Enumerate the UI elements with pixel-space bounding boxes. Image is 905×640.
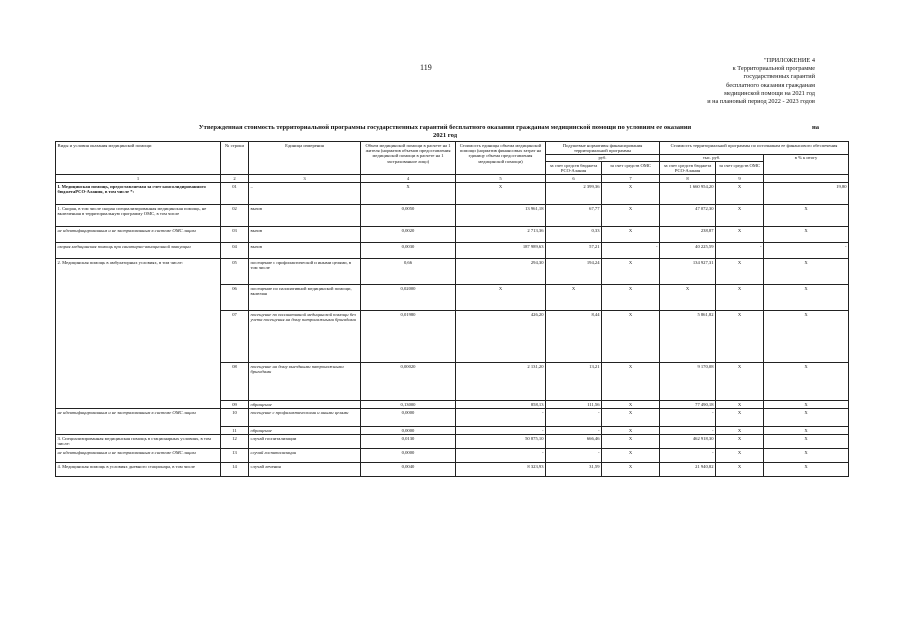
row-volume: 0,0000 (361, 449, 456, 463)
row-sum-oms: X (716, 311, 764, 363)
column-number (764, 175, 849, 183)
table-row (56, 449, 849, 463)
row-per-capita-budget: 13,21 (546, 363, 602, 401)
row-per-capita-budget: 31,59 (546, 463, 602, 477)
row-cost: 858,13 (456, 401, 546, 409)
row-per-capita-oms: X (602, 311, 660, 363)
table-row (56, 259, 849, 285)
row-percent: 19,80 (764, 183, 849, 205)
row-per-capita-oms: X (602, 427, 660, 435)
row-cost: 8 323,93 (456, 463, 546, 477)
row-volume: 0,0040 (361, 463, 456, 477)
row-cost: 426,20 (456, 311, 546, 363)
row-line: 14 (221, 463, 249, 477)
column-number: 8 (660, 175, 716, 183)
row-per-capita-oms: X (602, 285, 660, 311)
row-volume: 0,0130 (361, 435, 456, 449)
row-per-capita-budget: 8,44 (546, 311, 602, 363)
row-per-capita-oms: X (602, 401, 660, 409)
row-unit: – (249, 183, 361, 205)
column-number: 1 (56, 175, 221, 183)
row-per-capita-oms: - (602, 243, 660, 259)
row-per-capita-budget: 111,56 (546, 401, 602, 409)
row-sum-oms: X (716, 205, 764, 227)
row-unit: посещение с профилактическими и иными целями (249, 409, 361, 427)
appendix-line: и на плановый период 2022 - 2023 годов (707, 98, 815, 106)
header-oms: за счет средств ОМС (602, 162, 660, 175)
row-unit: случай госпитализации (249, 435, 361, 449)
row-name: не идентифицированным и не застрахованным в системе ОМС лицам (56, 449, 221, 463)
row-per-capita-budget: - (546, 449, 602, 463)
row-sum-budget: - (660, 409, 716, 427)
appendix-line: бесплатного оказания гражданам (726, 81, 815, 89)
document-title (120, 124, 770, 140)
title-text: Утвержденная стоимость территориальной программы государственных гарантий бесплатного оказания гражданам медицинской помощи по условиям ее оказания (198, 124, 692, 131)
appendix-header (600, 57, 815, 106)
row-per-capita-budget: 67,77 (546, 205, 602, 227)
appendix-line: "ПРИЛОЖЕНИЕ 4 (764, 57, 815, 64)
cost-table (55, 141, 849, 477)
column-number: 4 (361, 175, 456, 183)
row-sum-oms: X (716, 449, 764, 463)
row-sum-oms: X (716, 183, 764, 205)
appendix-line: государственных гарантий (743, 73, 815, 81)
row-cost: 2 713,36 (456, 227, 546, 243)
row-per-capita-oms: X (602, 259, 660, 285)
row-name: I. Медицинская помощь, предоставляемая за счет консолидированного бюджетаРСО-Алания, в том числе *: (56, 183, 221, 205)
row-percent: - (764, 243, 849, 259)
row-volume: 0,0050 (361, 205, 456, 227)
header-program-cost: Стоимость территориальной программы по источникам ее финансового обеспечения (660, 142, 849, 155)
header-budget: за счет средств бюджета РСО-Алания (546, 162, 602, 175)
row-sum-oms: X (716, 363, 764, 401)
row-per-capita-budget: 0,33 (546, 227, 602, 243)
appendix-line: медицинской помощи на 2021 год (724, 89, 815, 97)
row-per-capita-budget: X (546, 285, 602, 311)
header-percent: в % к итогу (764, 154, 849, 174)
row-volume: 0,66 (361, 259, 456, 285)
row-line: 07 (221, 311, 249, 363)
column-number-row (56, 175, 849, 183)
row-unit: вызов (249, 205, 361, 227)
table-row (56, 243, 849, 259)
row-line: 03 (221, 227, 249, 243)
row-volume: X (361, 183, 456, 205)
row-volume: 0,01980 (361, 311, 456, 363)
row-sum-oms: - (716, 243, 764, 259)
row-per-capita-oms: X (602, 227, 660, 243)
row-name: 1. Скорая, в том числе скорая специализированная медицинская помощь, не включенная в территориальную программу ОМС, в том числе (56, 205, 221, 227)
row-percent: X (764, 449, 849, 463)
row-line: 09 (221, 401, 249, 409)
row-percent: X (764, 463, 849, 477)
row-volume: 0,0000 (361, 427, 456, 435)
row-line: 05 (221, 259, 249, 285)
row-sum-budget: - (660, 427, 716, 435)
appendix-line: к Территориальной программе (732, 65, 815, 73)
row-unit: обращение (249, 401, 361, 409)
row-name: 2. Медицинская помощь в амбулаторных условиях, в том числе: (56, 259, 221, 409)
row-line: 01 (221, 183, 249, 205)
row-per-capita-oms: X (602, 363, 660, 401)
table-row (56, 205, 849, 227)
row-cost: 50 875,10 (456, 435, 546, 449)
row-volume: 0,02000 (361, 285, 456, 311)
row-cost: - (456, 449, 546, 463)
row-percent: X (764, 435, 849, 449)
row-per-capita-budget: 194,24 (546, 259, 602, 285)
row-sum-budget: 238,87 (660, 227, 716, 243)
row-per-capita-oms: X (602, 463, 660, 477)
row-cost: - (456, 409, 546, 427)
header-line-no: № строки (221, 142, 249, 175)
row-name: 3. Специализированная медицинская помощь в стационарных условиях, в том числе: (56, 435, 221, 449)
row-sum-budget: - (660, 449, 716, 463)
row-line: 04 (221, 243, 249, 259)
row-sum-budget: 47 072,30 (660, 205, 716, 227)
header-budget: за счет средств бюджета РСО-Алания (660, 162, 716, 175)
row-cost: 187 989,63 (456, 243, 546, 259)
row-unit: посещение с профилактической и иными целями, в том числе (249, 259, 361, 285)
column-number: 3 (249, 175, 361, 183)
row-sum-budget: 40 225,59 (660, 243, 716, 259)
row-per-capita-oms: X (602, 449, 660, 463)
page-number: 119 (420, 63, 432, 72)
row-per-capita-oms: X (602, 183, 660, 205)
row-cost: X (456, 285, 546, 311)
row-percent: X (764, 401, 849, 409)
row-unit: вызов (249, 227, 361, 243)
row-sum-oms: X (716, 227, 764, 243)
row-percent: X (764, 363, 849, 401)
header-oms: за счет средств ОМС (716, 162, 764, 175)
row-sum-oms: X (716, 435, 764, 449)
row-sum-oms: X (716, 427, 764, 435)
row-line: 11 (221, 427, 249, 435)
row-per-capita-oms: X (602, 409, 660, 427)
header-per-capita: Подушевые нормативы финансирования территориальной программы (546, 142, 660, 155)
row-volume: 0,0020 (361, 227, 456, 243)
table-row (56, 227, 849, 243)
column-number: 9 (716, 175, 764, 183)
row-sum-oms: X (716, 259, 764, 285)
row-unit: случай лечения (249, 463, 361, 477)
row-line: 02 (221, 205, 249, 227)
table-row (56, 183, 849, 205)
row-cost: X (456, 183, 546, 205)
row-percent: X (764, 311, 849, 363)
table-row (56, 409, 849, 427)
row-unit: случай госпитализации (249, 449, 361, 463)
row-percent: X (764, 409, 849, 427)
row-percent: X (764, 205, 849, 227)
row-unit: посещение на дому выездными патронажными бригадами (249, 363, 361, 401)
row-percent: X (764, 427, 849, 435)
row-per-capita-budget: - (546, 409, 602, 427)
row-unit: обращение (249, 427, 361, 435)
header-unit-cost: Стоимость единицы объема медицинской помощи (норматив финансовых затрат на единицу объема предоставления медицинской помощи) (456, 142, 546, 175)
row-volume: 0,0000 (361, 409, 456, 427)
row-per-capita-budget: 2 399,36 (546, 183, 602, 205)
row-cost: 294,30 (456, 259, 546, 285)
row-sum-oms: X (716, 409, 764, 427)
table-row (56, 463, 849, 477)
row-unit: посещение по паллиативной медицинской помощи без учета посещения на дому патронажными бригадами (249, 311, 361, 363)
row-line: 10 (221, 409, 249, 427)
row-name: 4. Медицинская помощь в условиях дневного стационара, в том числе (56, 463, 221, 477)
column-number: 5 (456, 175, 546, 183)
row-volume: 0,00020 (361, 363, 456, 401)
row-line: 06 (221, 285, 249, 311)
header-row (56, 142, 849, 155)
row-name: не идентифицированным и не застрахованным в системе ОМС лицам (56, 227, 221, 243)
column-number: 2 (221, 175, 249, 183)
row-per-capita-oms: X (602, 205, 660, 227)
row-sum-budget: 21 940,82 (660, 463, 716, 477)
row-unit: вызов (249, 243, 361, 259)
row-cost: - (456, 427, 546, 435)
row-cost: 13 961,18 (456, 205, 546, 227)
row-cost: 2 131,20 (456, 363, 546, 401)
row-name: не идентифицированным и не застрахованным в системе ОМС лицам (56, 409, 221, 435)
row-line: 12 (221, 435, 249, 449)
row-sum-oms: X (716, 401, 764, 409)
table-row (56, 435, 849, 449)
row-percent: X (764, 227, 849, 243)
row-sum-budget: 77 490,18 (660, 401, 716, 409)
row-percent: X (764, 259, 849, 285)
title-suffix: на (812, 124, 820, 131)
header-volume: Объем медицинской помощи в расчете на 1 жителя (норматив объемов предоставления медицинской помощи в расчете на 1 застрахованное лицо) (361, 142, 456, 175)
column-number: 6 (546, 175, 602, 183)
row-per-capita-oms: X (602, 435, 660, 449)
row-unit: посещение по паллиативной медицинской помощи, включая (249, 285, 361, 311)
row-sum-budget: 1 660 954,20 (660, 183, 716, 205)
column-number: 7 (602, 175, 660, 183)
header-thousand-rub: тыс. руб. (660, 154, 764, 161)
row-volume: 0,0030 (361, 243, 456, 259)
row-percent: X (764, 285, 849, 311)
row-volume: 0,13000 (361, 401, 456, 409)
row-per-capita-budget: 57,21 (546, 243, 602, 259)
row-per-capita-budget: - (546, 427, 602, 435)
header-unit: Единица измерения (249, 142, 361, 175)
row-sum-budget: 134 927,31 (660, 259, 716, 285)
row-name: скорая медицинская помощь при санитарно-авиационной эвакуации (56, 243, 221, 259)
row-sum-oms: X (716, 463, 764, 477)
row-sum-budget: 5 861,82 (660, 311, 716, 363)
row-sum-budget: X (660, 285, 716, 311)
row-sum-budget: 462 918,30 (660, 435, 716, 449)
header-kinds: Виды и условия оказания медицинской помощи (56, 142, 221, 175)
row-sum-budget: 9 170,08 (660, 363, 716, 401)
row-line: 08 (221, 363, 249, 401)
title-year: 2021 год (432, 132, 458, 139)
header-rub: руб. (546, 154, 660, 161)
row-line: 13 (221, 449, 249, 463)
row-per-capita-budget: 666,46 (546, 435, 602, 449)
row-sum-oms: X (716, 285, 764, 311)
